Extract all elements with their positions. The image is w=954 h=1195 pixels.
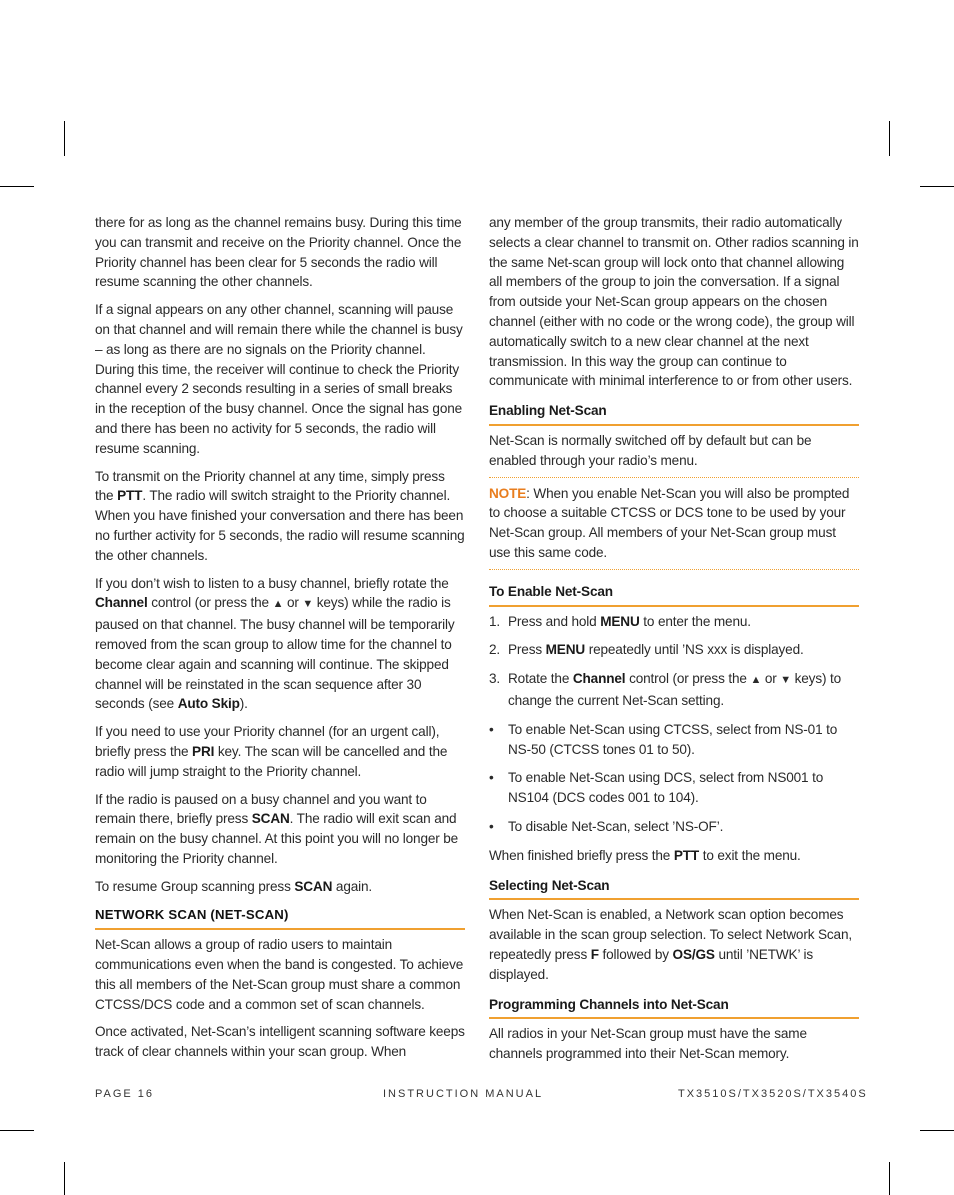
paragraph: All radios in your Net-Scan group must have the same channels programmed into their Net-Scan memory. bbox=[489, 1026, 807, 1062]
paragraph: Net-Scan allows a group of radio users to maintain communications even when the band is congested. To achieve this all members of the Net-Scan group must share a common CTCSS/DCS code and a common set of scan channels. bbox=[95, 937, 464, 1012]
paragraph: If you don’t wish to listen to a busy channel, briefly rotate the Channel control (or press the ▲ or ▼ keys) while the radio is paused on that channel. The busy channel will be temporarily removed from the scan group to allow time for the channel to become clear again and scanning will continue. The skipped channel will be reinstated in the scan sequence after 30 seconds (see Auto Skip). bbox=[95, 575, 455, 712]
down-arrow-icon: ▼ bbox=[780, 674, 791, 687]
paragraph: If a signal appears on any other channel, scanning will pause on that channel and will remain there while the channel is busy – as long as there are no signals on the Priority channel. During this time, the receiver will continue to check the Priority channel every 2 seconds resulting in a series of small breaks in the reception of the busy channel. Once the signal has gone and there has been no activity for 5 seconds, the radio will resume scanning. bbox=[95, 302, 463, 456]
steps-list bbox=[489, 612, 859, 711]
key-scan: SCAN bbox=[251, 811, 290, 827]
footer-title: INSTRUCTION MANUAL bbox=[383, 1088, 544, 1100]
key-f: F bbox=[590, 946, 599, 962]
left-column bbox=[95, 213, 465, 1070]
paragraph: there for as long as the channel remains busy. During this time you can transmit and receive on the Priority channel. Once the Priority channel has been clear for 5 seconds the radio will resume scanning the other channels. bbox=[95, 215, 462, 290]
subheading-selecting-net-scan: Selecting Net-Scan bbox=[489, 876, 859, 901]
paragraph: When Net-Scan is enabled, a Network scan option becomes available in the scan group selection. To select Network Scan, repeatedly press F followed by OS/GS until ’NETWK’ is displayed. bbox=[489, 907, 852, 982]
list-item: 2. Press MENU repeatedly until ’NS xxx is displayed. bbox=[489, 642, 804, 658]
paragraph: If you need to use your Priority channel (for an urgent call), briefly press the PRI key. The scan will be cancelled and the radio will jump straight to the Priority channel. bbox=[95, 724, 448, 779]
subheading-programming-channels: Programming Channels into Net-Scan bbox=[489, 995, 859, 1020]
paragraph: To transmit on the Priority channel at any time, simply press the PTT. The radio will switch straight to the Priority channel. When you have finished your conversation and there has been no further activity for 5 seconds, the radio will resume scanning the other channels. bbox=[95, 468, 465, 563]
list-item: • To disable Net-Scan, select ’NS-OF’. bbox=[489, 818, 724, 834]
bullet-list bbox=[489, 720, 859, 837]
up-arrow-icon: ▲ bbox=[272, 598, 284, 611]
section-heading-network-scan: NETWORK SCAN (NET-SCAN) bbox=[95, 905, 465, 931]
crop-mark bbox=[920, 1130, 954, 1131]
key-pri: PRI bbox=[192, 743, 215, 759]
up-arrow-icon: ▲ bbox=[750, 674, 762, 687]
note-label: NOTE bbox=[489, 485, 527, 501]
key-ptt: PTT bbox=[117, 488, 143, 504]
key-ptt: PTT bbox=[673, 847, 700, 863]
paragraph: When finished briefly press the PTT to exit the menu. bbox=[489, 847, 801, 863]
control-channel: Channel bbox=[95, 595, 148, 611]
key-os-gs: OS/GS bbox=[672, 946, 715, 962]
note-text: : When you enable Net-Scan you will also be prompted to choose a suitable CTCSS or DCS tone to be used by your Net-Scan group. All members of your Net-Scan group must use this same code. bbox=[489, 485, 850, 560]
footer-page-number: PAGE 16 bbox=[95, 1088, 155, 1100]
footer-model: TX3510S/TX3520S/TX3540S bbox=[678, 1088, 868, 1100]
paragraph: any member of the group transmits, their radio automatically selects a clear channel to transmit on. Other radios scanning in the same Net-scan group will lock onto that channel allowing all members of the group to join the conversation. If a signal from outside your Net-Scan group appears on the chosen channel (either with no code or the wrong code), the group will automatically switch to a new clear channel at the next transmission. In this way the group can continue to communicate with minimal interference to or from other users. bbox=[489, 215, 859, 389]
crop-mark bbox=[889, 1162, 890, 1195]
list-item: 3. Rotate the Channel control (or press the ▲ or ▼ keys) to change the current Net-Scan setting. bbox=[489, 671, 842, 708]
down-arrow-icon: ▼ bbox=[302, 598, 314, 611]
paragraph: Net-Scan is normally switched off by default but can be enabled through your radio’s menu. bbox=[489, 432, 812, 468]
note-box bbox=[489, 477, 859, 570]
xref-auto-skip: Auto Skip bbox=[177, 696, 240, 712]
crop-mark bbox=[920, 186, 954, 187]
subheading-enabling-net-scan: Enabling Net-Scan bbox=[489, 401, 859, 426]
crop-mark bbox=[889, 121, 890, 156]
subheading-to-enable-net-scan: To Enable Net-Scan bbox=[489, 582, 859, 607]
paragraph: Once activated, Net-Scan’s intelligent scanning software keeps track of clear channels within your scan group. When bbox=[95, 1024, 465, 1060]
crop-mark bbox=[0, 186, 34, 187]
key-scan: SCAN bbox=[294, 878, 333, 894]
list-item: 1. Press and hold MENU to enter the menu. bbox=[489, 613, 751, 629]
list-item: • To enable Net-Scan using CTCSS, select from NS-01 to NS-50 (CTCSS tones 01 to 50). bbox=[489, 721, 838, 757]
crop-mark bbox=[0, 1130, 34, 1131]
right-column bbox=[489, 213, 859, 1072]
crop-mark bbox=[64, 121, 65, 156]
list-item: • To enable Net-Scan using DCS, select from NS001 to NS104 (DCS codes 001 to 104). bbox=[489, 770, 824, 806]
paragraph: If the radio is paused on a busy channel and you want to remain there, briefly press SCAN. The radio will exit scan and remain on the busy channel. At this point you will no longer be monitoring the Priority channel. bbox=[95, 791, 459, 866]
crop-mark bbox=[64, 1162, 65, 1195]
paragraph: To resume Group scanning press SCAN again. bbox=[95, 878, 373, 894]
